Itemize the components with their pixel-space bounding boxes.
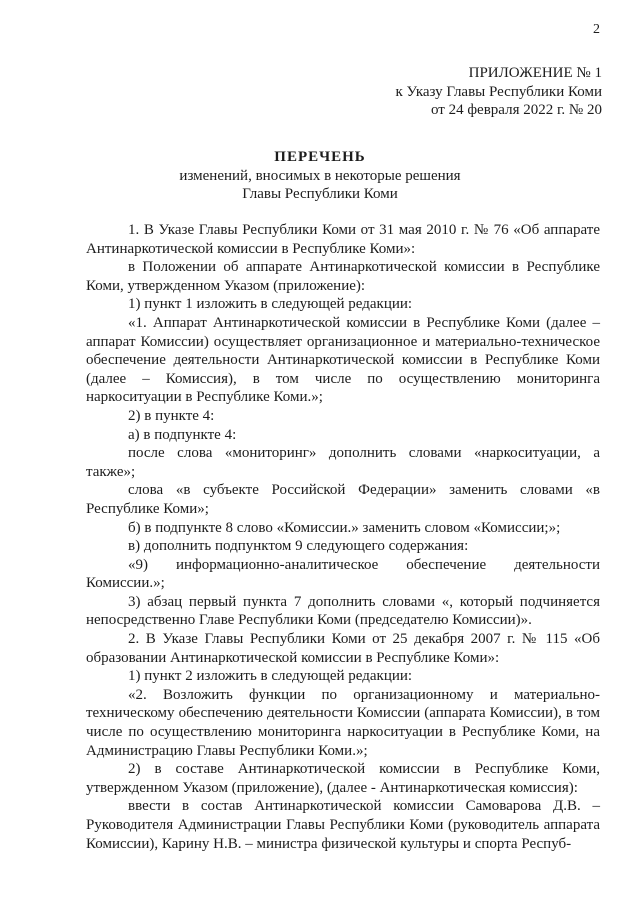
document-heading xyxy=(0,148,640,204)
paragraph: в) дополнить подпунктом 9 следующего содержания: xyxy=(128,538,469,555)
paragraph: «2. Возложить функции по организационному и материально-техническому обеспечению деятельности Комиссии (аппарата Комиссии), в том числе по осуществлению мониторинга наркоситуации в Республике Коми, на Администрацию Главы Республики Коми.»; xyxy=(86,686,600,759)
paragraph: «9) информационно-аналитическое обеспечение деятельности Комиссии.»; xyxy=(86,556,600,592)
paragraph: 2. В Указе Главы Республики Коми от 25 декабря 2007 г. № 115 «Об образовании Антинаркотической комиссии в Республике Коми»: xyxy=(86,631,600,666)
paragraph: б) в подпункте 8 слово «Комиссии.» заменить словом «Комиссии;»; xyxy=(128,519,561,536)
document-title: ПЕРЕЧЕНЬ xyxy=(274,149,366,165)
paragraph: после слова «мониторинг» дополнить словами «наркоситуации, а также»; xyxy=(86,445,600,480)
paragraph: ввести в состав Антинаркотической комиссии Самоварова Д.В. – Руководителя Администрации Главы Республики Коми (руководитель аппарата Комиссии), Карину Н.В. – министра физической культуры и спорта Респуб- xyxy=(86,798,600,852)
appendix-date: от 24 февраля 2022 г. № 20 xyxy=(430,102,602,118)
paragraph: в Положении об аппарате Антинаркотической комиссии в Республике Коми, утвержденном Указом (приложение): xyxy=(86,259,600,294)
paragraph: а) в подпункте 4: xyxy=(128,426,237,443)
paragraph: слова «в субъекте Российской Федерации» заменить словами «в Республике Коми»; xyxy=(86,482,600,517)
paragraph: 1) пункт 1 изложить в следующей редакции: xyxy=(128,296,413,313)
appendix-decree: к Указу Главы Республики Коми xyxy=(395,83,602,100)
paragraph: 3) абзац первый пункта 7 дополнить словами «, который подчиняется непосредственно Главе Республики Коми (председателю Комиссии)». xyxy=(86,593,600,629)
page-number: 2 xyxy=(593,22,600,37)
paragraph: «1. Аппарат Антинаркотической комиссии в Республике Коми (далее – аппарат Комиссии) осуществляет организационное и материально-техническое обеспечение деятельности Антинаркотической комиссии в Республике Коми (далее – Комиссия), в том числе по осуществлению мониторинга наркоситуации в Республике Коми.»; xyxy=(86,314,600,406)
paragraph: 1. В Указе Главы Республики Коми от 31 мая 2010 г. № 76 «Об аппарате Антинаркотической комиссии в Республике Коми»: xyxy=(86,222,600,257)
appendix-block xyxy=(395,64,602,120)
paragraph: 2) в пункте 4: xyxy=(128,407,215,424)
document-subtitle: изменений, вносимых в некоторые решения xyxy=(179,167,461,184)
document-body xyxy=(86,221,600,853)
document-subtitle-2: Главы Республики Коми xyxy=(242,186,398,202)
paragraph: 1) пункт 2 изложить в следующей редакции: xyxy=(128,668,413,685)
paragraph: 2) в составе Антинаркотической комиссии в Республике Коми, утвержденном Указом (приложение), (далее - Антинаркотическая комиссия): xyxy=(86,761,600,796)
appendix-label: ПРИЛОЖЕНИЕ № 1 xyxy=(468,65,602,81)
